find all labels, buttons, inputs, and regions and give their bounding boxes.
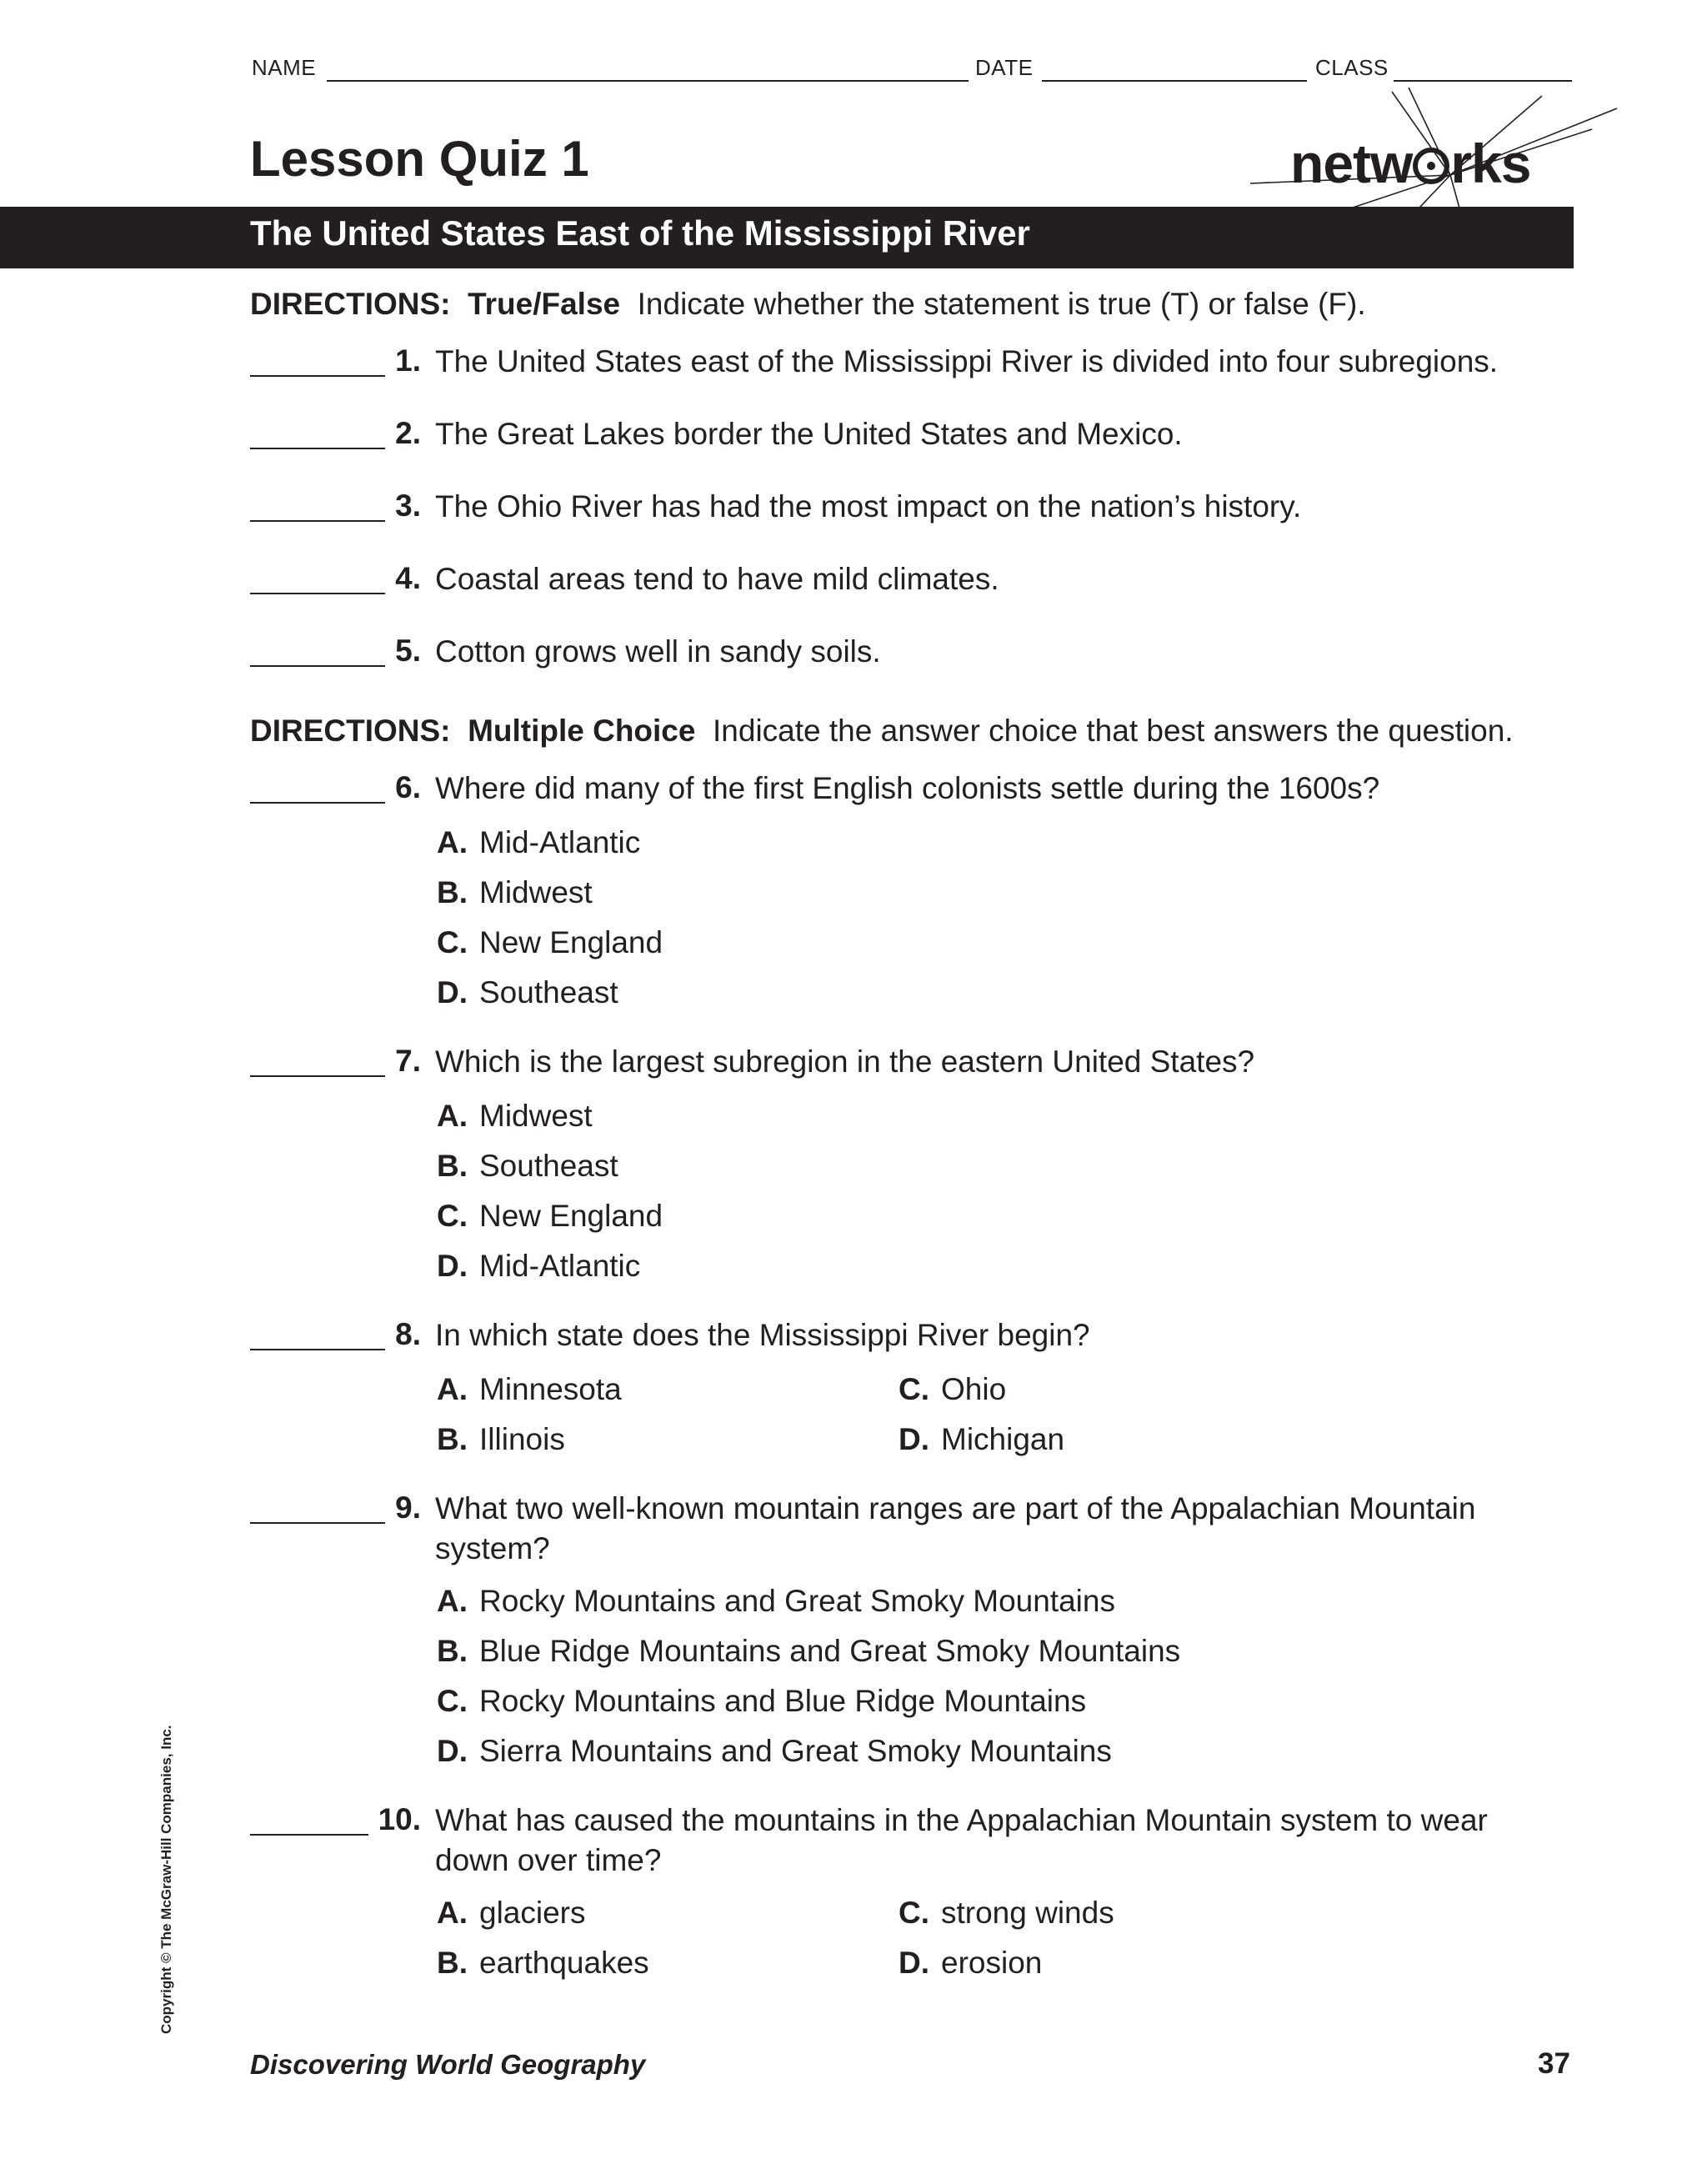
question-text: In which state does the Mississippi River begin? [435, 1318, 1090, 1352]
answer-option: D. erosion [899, 1946, 1043, 1980]
answer-option: C. New England [437, 925, 663, 959]
class-field[interactable] [1394, 80, 1572, 82]
networks-logo: netw rks [1290, 133, 1531, 194]
answer-option: A. Rocky Mountains and Great Smoky Mountains [437, 1584, 1115, 1618]
question-number: 8. [395, 1317, 421, 1351]
question-text: The Ohio River has had the most impact on the nation’s history. [435, 489, 1302, 523]
answer-option: D. Southeast [437, 975, 618, 1009]
question-number: 3. [395, 488, 421, 523]
question-text: The Great Lakes border the United States and Mexico. [435, 417, 1183, 451]
page-number: 37 [1538, 2047, 1570, 2080]
name-field[interactable] [327, 80, 969, 82]
answer-option: C. New England [437, 1199, 663, 1233]
answer-option: B. earthquakes [437, 1946, 649, 1980]
book-title: Discovering World Geography [250, 2049, 646, 2080]
question-text: What two well-known mountain ranges are part of the Appalachian Mountain system? [435, 1491, 1476, 1565]
answer-option: B. Southeast [437, 1149, 618, 1183]
page-title: Lesson Quiz 1 [250, 131, 589, 187]
directions-multiple-choice: DIRECTIONS: Multiple Choice Indicate the answer choice that best answers the question. [250, 714, 1514, 748]
class-label: CLASS [1315, 55, 1389, 80]
question-number: 9. [395, 1490, 421, 1525]
answer-option: A. Minnesota [437, 1372, 622, 1406]
answer-option: A. Midwest [437, 1099, 593, 1133]
question-number: 7. [395, 1044, 421, 1078]
question-text: Cotton grows well in sandy soils. [435, 634, 881, 669]
answer-blank-10[interactable] [250, 1834, 368, 1836]
answer-option: B. Illinois [437, 1422, 565, 1456]
question-number: 6. [395, 770, 421, 804]
question-text: Where did many of the first English colonists settle during the 1600s? [435, 771, 1380, 805]
answer-option: C. strong winds [899, 1896, 1114, 1930]
answer-option: D. Sierra Mountains and Great Smoky Mountains [437, 1734, 1112, 1768]
question-text: Coastal areas tend to have mild climates. [435, 562, 999, 596]
copyright-notice: Copyright © The McGraw-Hill Companies, Inc. [158, 1725, 174, 2034]
name-label: NAME [252, 55, 317, 80]
answer-option: A. Mid-Atlantic [437, 825, 641, 859]
directions-true-false: DIRECTIONS: True/False Indicate whether the statement is true (T) or false (F). [250, 287, 1366, 321]
question-text: What has caused the mountains in the Appalachian Mountain system to wear down over time? [435, 1803, 1488, 1877]
answer-option: D. Michigan [899, 1422, 1065, 1456]
answer-option: C. Ohio [899, 1372, 1007, 1406]
date-field[interactable] [1042, 80, 1307, 82]
answer-option: B. Midwest [437, 875, 593, 909]
answer-option: B. Blue Ridge Mountains and Great Smoky Mountains [437, 1634, 1181, 1668]
answer-option: A. glaciers [437, 1896, 586, 1930]
date-label: DATE [975, 55, 1034, 80]
question-number: 5. [395, 634, 421, 668]
question-number: 4. [395, 561, 421, 595]
question-number: 1. [395, 343, 421, 378]
question-number: 2. [395, 416, 421, 450]
answer-option: C. Rocky Mountains and Blue Ridge Mountains [437, 1684, 1087, 1718]
networks-logo-o-icon [1413, 148, 1449, 184]
question-number: 10. [378, 1802, 421, 1836]
page-subtitle: The United States East of the Mississippi River [250, 213, 1030, 253]
answer-option: D. Mid-Atlantic [437, 1249, 641, 1283]
question-text: The United States east of the Mississippi River is divided into four subregions. [435, 344, 1499, 378]
question-text: Which is the largest subregion in the eastern United States? [435, 1044, 1255, 1079]
